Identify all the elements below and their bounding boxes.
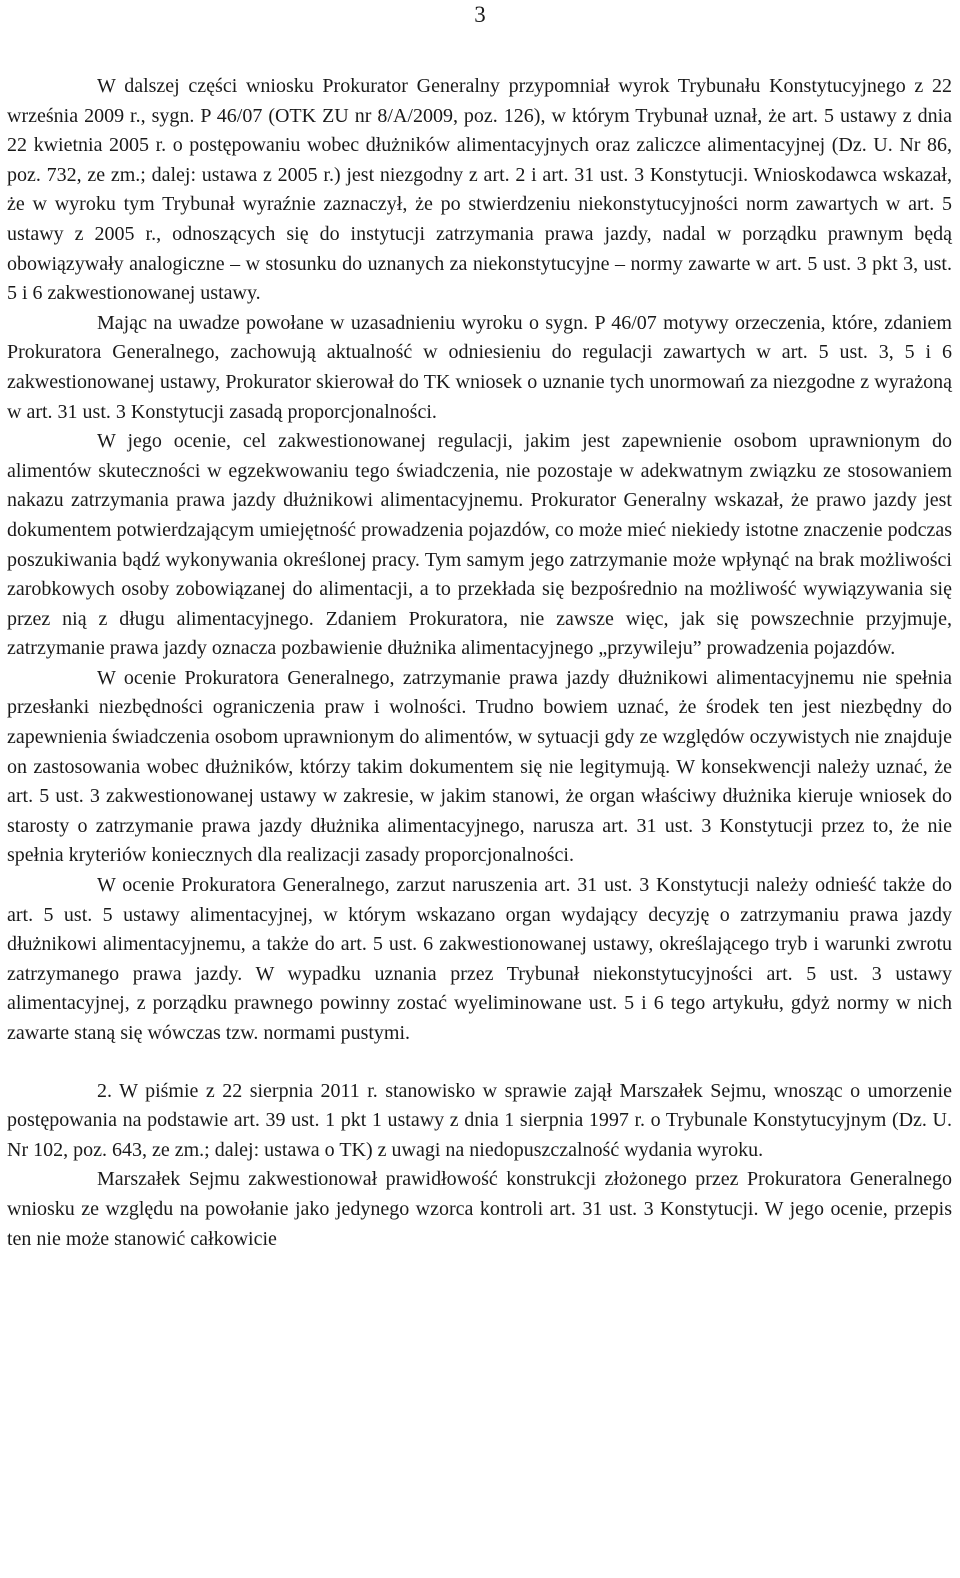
- page-number: 3: [474, 2, 486, 27]
- paragraph-2: Mając na uwadze powołane w uzasadnieniu wyroku o sygn. P 46/07 motywy orzeczenia, które, zdaniem Prokuratora Generalnego, zachowują aktualność w odniesieniu do regulacji zawartych w art. 5 ust. 3, 5 i 6 zakwestionowanej ustawy, Prokurator skierował do TK wniosek o uznanie tych unormowań za niezgodne z wyrażoną w art. 31 ust. 3 Konstytucji zasadą proporcjonalności.: [7, 311, 952, 423]
- document-body: [7, 72, 952, 1254]
- paragraph-3: W jego ocenie, cel zakwestionowanej regulacji, jakim jest zapewnienie osobom uprawnionym do alimentów skuteczności w egzekwowaniu tego świadczenia, nie pozostaje w adekwatnym związku ze stosowaniem nakazu zatrzymania prawa jazdy dłużnikowi alimentacyjnemu. Prokurator Generalny wskazał, że prawo jazdy jest dokumentem potwierdzającym umiejętność prowadzenia pojazdów, co może mieć niekiedy istotne znaczenie podczas poszukiwania bądź wykonywania określonej pracy. Tym samym jego zatrzymanie może wpłynąć na brak możliwości zarobkowych osoby zobowiązanej do alimentacji, a to przekłada się bezpośrednio na możliwość wywiązywania się przez nią z długu alimentacyjnego. Zdaniem Prokuratora, nie zawsze więc, jak się powszechnie przyjmuje, zatrzymanie prawa jazdy oznacza pozbawienie dłużnika alimentacyjnego „przywileju” prowadzenia pojazdów.: [7, 430, 952, 660]
- paragraph-6: 2. W piśmie z 22 sierpnia 2011 r. stanowisko w sprawie zajął Marszałek Sejmu, wnosząc o umorzenie postępowania na podstawie art. 39 ust. 1 pkt 1 ustawy z dnia 1 sierpnia 1997 r. o Trybunale Konstytucyjnym (Dz. U. Nr 102, poz. 643, ze zm.; dalej: ustawa o TK) z uwagi na niedopuszczalność wydania wyroku.: [7, 1079, 952, 1161]
- paragraph-4: W ocenie Prokuratora Generalnego, zatrzymanie prawa jazdy dłużnikowi alimentacyjnemu nie spełnia przesłanki niezbędności ograniczenia praw i wolności. Trudno bowiem uznać, że środek ten jest niezbędny do zapewnienia świadczenia osobom uprawnionym do alimentów, w sytuacji gdy ze względów oczywistych nie znajduje on zastosowania wobec dłużników, którzy takim dokumentem się nie legitymują. W konsekwencji należy uznać, że art. 5 ust. 3 zakwestionowanej ustawy w zakresie, w jakim stanowi, że organ właściwy dłużnika kieruje wniosek do starosty o zatrzymanie prawa jazdy dłużnika alimentacyjnego, narusza art. 31 ust. 3 Konstytucji przez to, że nie spełnia kryteriów koniecznych dla realizacji zasady proporcjonalności.: [7, 666, 952, 867]
- paragraph-5: W ocenie Prokuratora Generalnego, zarzut naruszenia art. 31 ust. 3 Konstytucji należy odnieść także do art. 5 ust. 5 ustawy alimentacyjnej, w którym wskazano organ wydający decyzję o zatrzymaniu prawa jazdy dłużnikowi alimentacyjnemu, a także do art. 5 ust. 6 zakwestionowanej ustawy, określającego tryb i warunki zwrotu zatrzymanego prawa jazdy. W wypadku uznania przez Trybunał niekonstytucyjności art. 5 ust. 3 ustawy alimentacyjnej, z porządku prawnego powinny zostać wyeliminowane ust. 5 i 6 tego artykułu, gdyż normy w nich zawarte staną się wówczas tzw. normami pustymi.: [7, 874, 952, 1044]
- paragraph-1: W dalszej części wniosku Prokurator Generalny przypomniał wyrok Trybunału Konstytucyjnego z 22 września 2009 r., sygn. P 46/07 (OTK ZU nr 8/A/2009, poz. 126), w którym Trybunał uznał, że art. 5 ustawy z dnia 22 kwietnia 2005 r. o postępowaniu wobec dłużników alimentacyjnych oraz zaliczce alimentacyjnej (Dz. U. Nr 86, poz. 732, ze zm.; dalej: ustawa z 2005 r.) jest niezgodny z art. 2 i art. 31 ust. 3 Konstytucji. Wnioskodawca wskazał, że w wyroku tym Trybunał wyraźnie zaznaczył, że po stwierdzeniu niekonstytucyjności norm zawartych w art. 5 ustawy z 2005 r., odnoszących się do instytucji zatrzymania prawa jazdy, nadal w porządku prawnym będą obowiązywały analogiczne – w stosunku do uznanych za niekonstytucyjne – normy zawarte w art. 5 ust. 3 pkt 3, ust. 5 i 6 zakwestionowanej ustawy.: [7, 75, 952, 305]
- paragraph-7: Marszałek Sejmu zakwestionował prawidłowość konstrukcji złożonego przez Prokuratora Generalnego wniosku ze względu na powołanie jako jedynego wzorca kontroli art. 31 ust. 3 Konstytucji. W jego ocenie, przepis ten nie może stanowić całkowicie: [7, 1168, 952, 1250]
